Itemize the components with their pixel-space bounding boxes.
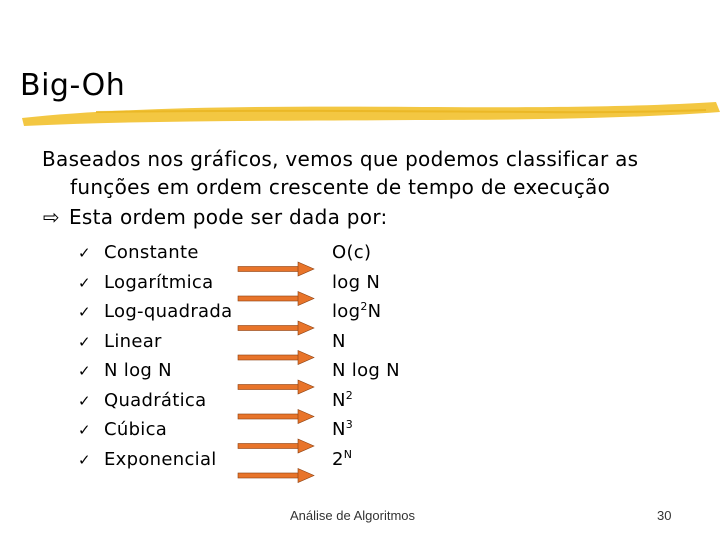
complexity-notation bbox=[332, 268, 380, 298]
check-icon: ✓ bbox=[78, 421, 91, 439]
right-arrow-icon bbox=[238, 262, 314, 276]
notation-exponent: N bbox=[343, 447, 353, 461]
page-number: 30 bbox=[657, 508, 672, 523]
right-arrow-icon bbox=[238, 380, 314, 394]
check-icon: ✓ bbox=[78, 450, 91, 469]
intro-line-1: Baseados nos gráficos, vemos que podemos classificar as bbox=[42, 147, 639, 171]
notation-exponent: 2 bbox=[360, 300, 368, 313]
notation-base: N bbox=[332, 389, 346, 411]
complexity-notation bbox=[332, 327, 346, 357]
complexity-name: Constante bbox=[104, 242, 199, 263]
hollow-arrow-icon: ⇨ bbox=[43, 205, 61, 229]
right-arrow-icon bbox=[238, 469, 314, 483]
right-arrow-icon bbox=[238, 351, 314, 365]
check-icon: ✓ bbox=[78, 362, 91, 380]
complexity-name: Log-quadrada bbox=[104, 301, 233, 322]
intro-line-2: funções em ordem crescente de tempo de execução bbox=[70, 175, 611, 199]
complexity-notation bbox=[332, 238, 371, 268]
notation-base: N log N bbox=[332, 360, 400, 381]
complexity-name: Logarítmica bbox=[104, 271, 214, 293]
check-icon: ✓ bbox=[78, 332, 91, 351]
list-item bbox=[0, 327, 720, 357]
list-item bbox=[0, 415, 720, 445]
list-item bbox=[0, 356, 720, 386]
complexity-notation bbox=[332, 356, 400, 386]
right-arrow-icon bbox=[238, 292, 314, 306]
notation-exponent: 3 bbox=[345, 418, 354, 431]
complexity-name: Quadrática bbox=[104, 389, 207, 411]
sub-bullet-text: Esta ordem pode ser dada por: bbox=[69, 205, 388, 229]
notation-suffix: N bbox=[367, 301, 382, 322]
complexity-name: N log N bbox=[104, 360, 172, 381]
right-arrow-icon bbox=[238, 439, 314, 453]
list-item bbox=[0, 238, 720, 268]
list-item bbox=[0, 297, 720, 327]
notation-base: N bbox=[332, 330, 346, 352]
complexity-notation bbox=[332, 415, 353, 445]
notation-base: O(c) bbox=[332, 242, 372, 263]
check-icon: ✓ bbox=[78, 273, 91, 292]
right-arrow-icon bbox=[238, 321, 314, 335]
slide-title: Big-Oh bbox=[20, 68, 126, 103]
check-icon: ✓ bbox=[78, 303, 91, 321]
intro-paragraph bbox=[42, 145, 702, 201]
notation-base: log bbox=[332, 301, 361, 322]
notation-base: 2 bbox=[332, 448, 344, 470]
title-underline-brush bbox=[16, 98, 720, 130]
list-item bbox=[0, 386, 720, 416]
complexity-notation bbox=[332, 445, 352, 475]
list-item bbox=[0, 445, 720, 475]
complexity-name: Exponencial bbox=[104, 448, 217, 470]
list-item bbox=[0, 268, 720, 298]
check-icon: ✓ bbox=[78, 391, 91, 410]
notation-base: N bbox=[332, 419, 346, 440]
complexity-notation bbox=[332, 297, 381, 327]
complexity-name: Linear bbox=[104, 330, 162, 352]
footer-text: Análise de Algoritmos bbox=[290, 508, 416, 523]
right-arrow-icon bbox=[238, 410, 314, 424]
complexity-notation bbox=[332, 386, 353, 416]
notation-base: log N bbox=[332, 271, 381, 293]
sub-bullet bbox=[43, 203, 388, 231]
notation-exponent: 2 bbox=[345, 388, 354, 402]
complexity-name: Cúbica bbox=[104, 419, 168, 440]
arrow-column bbox=[236, 255, 316, 495]
check-icon: ✓ bbox=[78, 244, 91, 262]
